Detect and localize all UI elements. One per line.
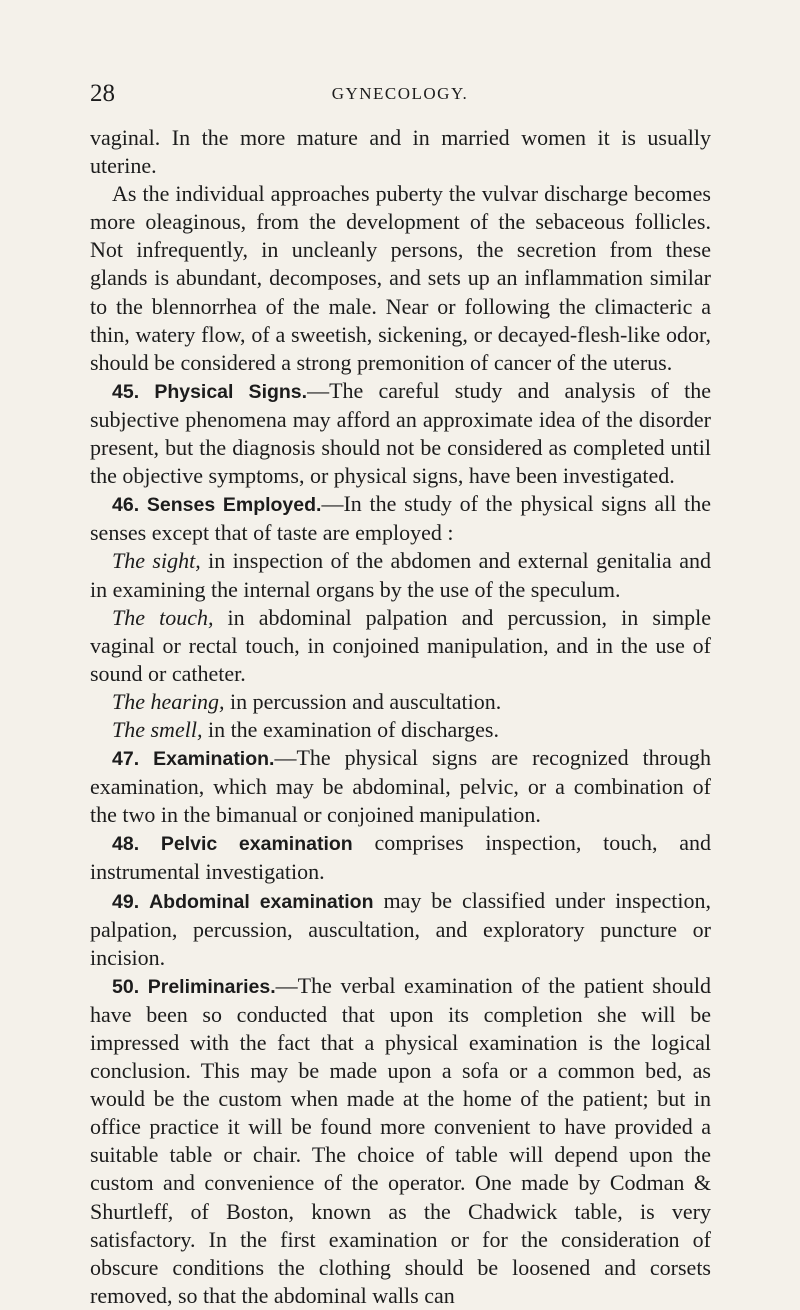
page-number: 28: [90, 80, 115, 107]
section-number: 50.: [112, 975, 140, 998]
paragraph-discharge: As the individual approaches puberty the vulvar discharge becomes more oleaginous, from the development of the sebaceous follicles. Not infrequently, in uncleanly persons, the secretion from these glands is abundant, decomposes, and sets up an inflammation similar to the blennorrhea of the male. Near or following the climacteric a thin, watery flow, of a sweetish, sickening, or decayed-flesh-like odor, should be considered a strong premonition of cancer of the uterus.: [90, 181, 711, 375]
section-number: 46.: [112, 494, 140, 517]
section-number: 45.: [112, 380, 140, 403]
section-text: —In the study of the physical signs all the senses except that of taste are employed :: [90, 491, 712, 546]
paragraph-sight: [90, 547, 711, 603]
section-text: —The physical signs are recognized through examination, which may be abdominal, pelvic, or a combination of the two in the bimanual or conjoined manipulation.: [90, 745, 712, 828]
paragraph-hearing: [90, 688, 711, 716]
section-49: [90, 887, 711, 972]
sense-text: in the examination of discharges.: [202, 716, 499, 742]
section-heading: Pelvic examination: [160, 833, 353, 856]
section-text: comprises inspection, touch, and instrumental investigation.: [90, 830, 712, 885]
section-text: may be classified under inspection, palpation, percussion, auscultation, and exploratory puncture or incision.: [90, 887, 712, 970]
section-heading: Preliminaries.: [147, 975, 276, 998]
sense-label: The hearing,: [112, 688, 225, 714]
section-heading: Physical Signs.: [154, 380, 308, 403]
page-header: [90, 80, 710, 106]
paragraph-smell: [90, 716, 711, 744]
section-45: [90, 377, 711, 490]
sense-text: in inspection of the abdomen and external genitalia and in examining the internal organs by the use of the speculum.: [90, 548, 711, 602]
section-number: 48.: [112, 833, 140, 856]
sense-label: The touch,: [112, 604, 214, 630]
section-48: [90, 829, 711, 886]
sense-text: in percussion and auscultation.: [224, 688, 502, 714]
running-title: GYNECOLOGY.: [331, 84, 469, 103]
body-text: [90, 124, 711, 1310]
section-46: [90, 490, 711, 547]
paragraph-touch: [90, 604, 711, 688]
section-number: 49.: [112, 890, 140, 913]
section-text: —The careful study and analysis of the subjective phenomena may afford an approximate idea of the disorder present, but the diagnosis should not be considered as completed until the objective symptoms, or physical signs, have been investigated.: [90, 377, 712, 489]
section-heading: Abdominal examination: [149, 890, 374, 913]
section-47: [90, 744, 711, 829]
section-number: 47.: [112, 748, 140, 771]
sense-label: The smell,: [112, 716, 203, 742]
paragraph-continued: vaginal. In the more mature and in married women it is usually uterine.: [90, 125, 711, 179]
section-heading: Examination.: [153, 748, 275, 771]
section-heading: Senses Employed.: [146, 494, 322, 517]
section-text: —The verbal examination of the patient should have been so conducted that upon its completion she will be impressed with the fact that a physical examination is the logical conclusion. This may be made upon a sofa or a common bed, as would be the custom when made at the home of the patient; but in office practice it will be found more convenient to have provided a suitable table or chair. The choice of table will depend upon the custom and convenience of the operator. One made by Codman & Shurtleff, of Boston, known as the Chadwick table, is very satisfactory. In the first examination or for the consideration of obscure conditions the clothing should be loosened and corsets removed, so that the abdominal walls can: [90, 972, 711, 1308]
sense-label: The sight,: [112, 548, 201, 574]
section-50: [90, 972, 711, 1310]
sense-text: in abdominal palpation and percussion, in simple vaginal or rectal touch, in conjoined manipulation, and in the use of sound or catheter.: [90, 604, 711, 686]
